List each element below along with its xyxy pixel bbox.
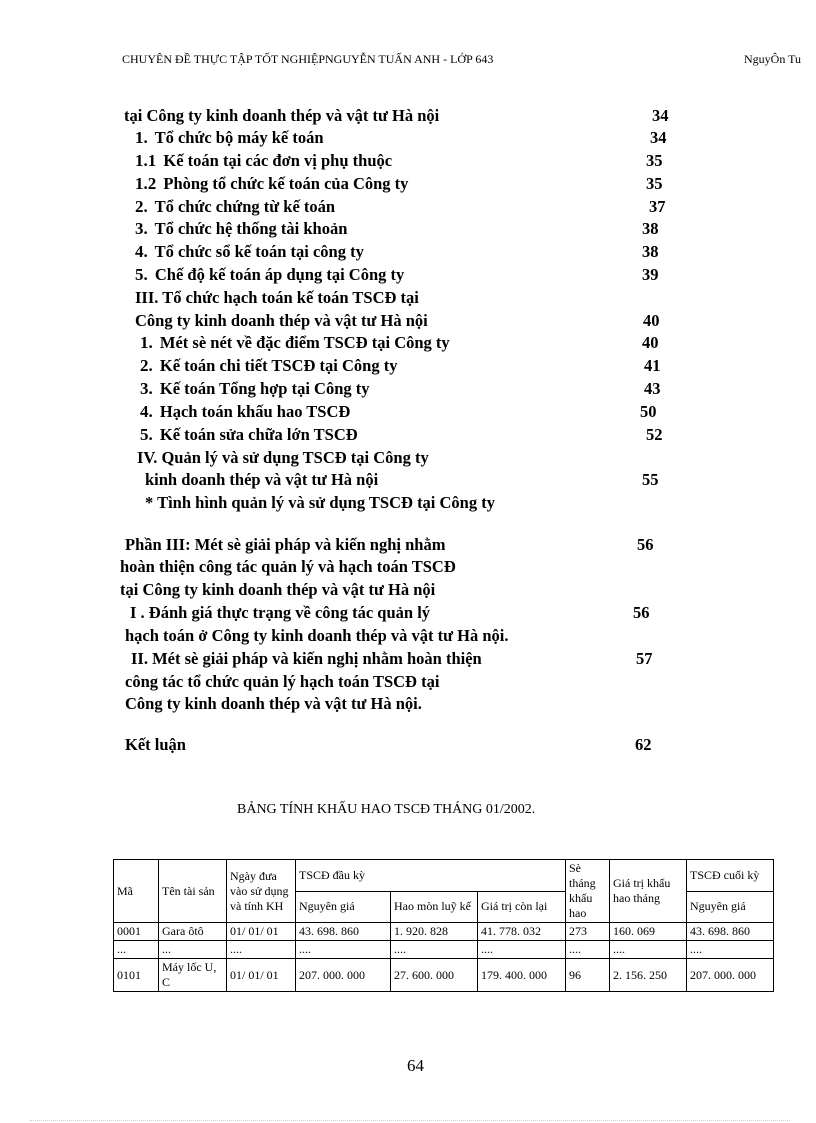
toc-entry-text: Công ty kinh doanh thép và vật tư Hà nội	[135, 311, 428, 330]
toc-entry-text: Công ty kinh doanh thép và vật tư Hà nội.	[125, 694, 422, 713]
toc-entry	[120, 557, 456, 577]
toc-entry-text: Kế toán chi tiết TSCĐ tại Công ty	[159, 356, 398, 375]
toc-entry-text: tại Công ty kinh doanh thép và vật tư Hà nội	[124, 106, 440, 125]
toc-entry-number: 4.	[135, 242, 148, 261]
cell-ma: ...	[114, 941, 159, 959]
cell-ngay: 01/ 01/ 01	[227, 959, 296, 992]
col-header-ngay: Ngày đưa vào sử dụng và tính KH	[227, 860, 296, 923]
toc-entry	[140, 333, 450, 353]
toc-entry-page: 38	[642, 219, 659, 238]
toc-entry-text: Mét sè nét về đặc điểm TSCĐ tại Công ty	[159, 333, 450, 352]
toc-entry-text: hoàn thiện công tác quản lý và hạch toán TSCĐ	[120, 557, 456, 576]
toc-entry-text: I . Đánh giá thực trạng về công tác quản lý	[130, 603, 431, 622]
toc-entry	[125, 626, 509, 646]
toc-entry-number: 3.	[140, 379, 153, 398]
toc-entry	[130, 603, 430, 623]
cell-nguyen-gia-ck: 207. 000. 000	[687, 959, 774, 992]
toc-entry	[135, 288, 419, 308]
cell-gia-tri-kh: 160. 069	[610, 923, 687, 941]
toc-entry-page: 62	[635, 735, 652, 754]
toc-entry-page: 39	[642, 265, 659, 284]
cell-gia-tri-con: 41. 778. 032	[478, 923, 566, 941]
cell-nguyen-gia: 43. 698. 860	[296, 923, 391, 941]
cell-ten: ...	[159, 941, 227, 959]
toc-entry	[135, 311, 428, 331]
header-left: CHUYÊN ĐỀ THỰC TẬP TỐT NGHIỆPNGUYỄN TUẤN ANH - LỚP 643	[122, 52, 494, 66]
header-right: NguyÔn Tu	[744, 52, 802, 66]
page-bottom-divider	[30, 1120, 790, 1121]
toc-entry-number: 2.	[135, 197, 148, 216]
toc-entry	[137, 448, 429, 468]
toc-entry	[140, 356, 397, 376]
cell-ma: 0001	[114, 923, 159, 941]
cell-gia-tri-kh: 2. 156. 250	[610, 959, 687, 992]
toc-entry-page: 35	[646, 174, 663, 193]
toc-entry-text: Kế toán tại các đơn vị phụ thuộc	[163, 151, 393, 170]
toc-entry-text: công tác tổ chức quản lý hạch toán TSCĐ tại	[125, 672, 440, 691]
col-header-nguyen-gia-ck: Nguyên giá	[687, 891, 774, 923]
toc-entry-text: Kết luận	[125, 735, 186, 754]
toc-entry-number: 1.	[140, 333, 153, 352]
cell-so-thang: 273	[566, 923, 610, 941]
toc-entry-number: 4.	[140, 402, 153, 421]
cell-ngay: ....	[227, 941, 296, 959]
toc-entry-text: Phần III: Mét sè giải pháp và kiến nghị nhằm	[125, 535, 446, 554]
col-header-ma: Mã	[114, 860, 159, 923]
cell-gia-tri-con: 179. 400. 000	[478, 959, 566, 992]
toc-entry-page: 34	[650, 128, 667, 147]
toc-entry	[140, 425, 358, 445]
toc-entry-page: 35	[646, 151, 663, 170]
col-header-so-thang: Sè tháng khấu hao	[566, 860, 610, 923]
toc-entry-page: 34	[652, 106, 669, 125]
toc-entry	[135, 242, 364, 262]
table-title: BẢNG TÍNH KHẤU HAO TSCĐ THÁNG 01/2002.	[237, 802, 536, 817]
toc-entry	[145, 470, 378, 490]
toc-entry	[120, 580, 435, 600]
toc-entry-number: 5.	[140, 425, 153, 444]
table-header-row	[114, 860, 774, 892]
toc-entry	[125, 535, 445, 555]
cell-so-thang: 96	[566, 959, 610, 992]
toc-entry-page: 43	[644, 379, 661, 398]
cell-so-thang: ....	[566, 941, 610, 959]
cell-ten: Gara ôtô	[159, 923, 227, 941]
toc-entry-page: 55	[642, 470, 659, 489]
cell-ma: 0101	[114, 959, 159, 992]
toc-entry	[135, 151, 392, 171]
toc-entry	[135, 174, 408, 194]
toc-entry-page: 38	[642, 242, 659, 261]
toc-entry	[125, 735, 186, 755]
toc-entry-text: tại Công ty kinh doanh thép và vật tư Hà nội	[120, 580, 436, 599]
toc-entry-number: 2.	[140, 356, 153, 375]
toc-entry-page: 56	[633, 603, 650, 622]
toc-entry	[131, 649, 482, 669]
col-header-hao-mon: Hao mòn luỹ kế	[391, 891, 478, 923]
page-number: 64	[407, 1056, 424, 1075]
toc-entry-text: Phòng tổ chức kế toán của Công ty	[163, 174, 409, 193]
toc-entry-text: Kế toán sửa chữa lớn TSCĐ	[159, 425, 358, 444]
cell-ten: Máy lốc U, C	[159, 959, 227, 992]
col-header-nguyen-gia: Nguyên giá	[296, 891, 391, 923]
toc-entry-text: kinh doanh thép và vật tư Hà nội	[145, 470, 379, 489]
table-row	[114, 941, 774, 959]
toc-entry-number: 3.	[135, 219, 148, 238]
toc-entry	[135, 128, 324, 148]
cell-nguyen-gia: ....	[296, 941, 391, 959]
table-row	[114, 923, 774, 941]
toc-entry-number: 1.1	[135, 151, 157, 170]
col-header-dau-ky: TSCĐ đầu kỳ	[296, 860, 566, 892]
toc-entry-text: II. Mét sè giải pháp và kiến nghị nhằm hoàn thiện	[131, 649, 482, 668]
toc-entry-page: 40	[642, 333, 659, 352]
toc-entry	[135, 219, 347, 239]
toc-entry-page: 40	[643, 311, 660, 330]
cell-gia-tri-con: ....	[478, 941, 566, 959]
cell-hao-mon: 27. 600. 000	[391, 959, 478, 992]
toc-entry	[125, 672, 439, 692]
toc-entry-text: hạch toán ở Công ty kinh doanh thép và vật tư Hà nội.	[125, 626, 509, 645]
toc-entry	[140, 379, 370, 399]
toc-entry	[145, 493, 495, 513]
col-header-gia-tri-kh: Giá trị khấu hao tháng	[610, 860, 687, 923]
toc-entry	[140, 402, 350, 422]
cell-hao-mon: 1. 920. 828	[391, 923, 478, 941]
cell-ngay: 01/ 01/ 01	[227, 923, 296, 941]
col-header-cuoi-ky: TSCĐ cuối kỳ	[687, 860, 774, 892]
cell-nguyen-gia-ck: 43. 698. 860	[687, 923, 774, 941]
toc-entry-page: 41	[644, 356, 661, 375]
toc-entry-text: Chế độ kế toán áp dụng tại Công ty	[154, 265, 405, 284]
toc-entry-text: Hạch toán khấu hao TSCĐ	[159, 402, 351, 421]
cell-nguyen-gia-ck: ....	[687, 941, 774, 959]
toc-entry-number: 1.2	[135, 174, 157, 193]
toc-entry-page: 50	[640, 402, 657, 421]
cell-gia-tri-kh: ....	[610, 941, 687, 959]
toc-entry	[135, 197, 335, 217]
cell-hao-mon: ....	[391, 941, 478, 959]
col-header-ten: Tên tài sản	[159, 860, 227, 923]
toc-entry-text: III. Tổ chức hạch toán kế toán TSCĐ tại	[135, 288, 419, 307]
toc-entry-page: 52	[646, 425, 663, 444]
depreciation-table	[113, 859, 774, 992]
toc-entry-page: 56	[637, 535, 654, 554]
cell-nguyen-gia: 207. 000. 000	[296, 959, 391, 992]
toc-entry	[124, 106, 439, 126]
toc-entry-text: Tổ chức chứng từ kế toán	[154, 197, 336, 216]
toc-entry-text: IV. Quản lý và sử dụng TSCĐ tại Công ty	[137, 448, 429, 467]
toc-entry-number: 5.	[135, 265, 148, 284]
col-header-gia-tri-con: Giá trị còn lại	[478, 891, 566, 923]
toc-entry-text: Tổ chức hệ thống tài khoản	[154, 219, 348, 238]
toc-entry-text: Tổ chức bộ máy kế toán	[154, 128, 324, 147]
toc-entry-text: Tổ chức sổ kế toán tại công ty	[154, 242, 364, 261]
toc-entry-text: Kế toán Tổng hợp tại Công ty	[159, 379, 370, 398]
toc-entry-page: 37	[649, 197, 666, 216]
toc-entry-page: 57	[636, 649, 653, 668]
toc-entry	[125, 694, 422, 714]
table-row	[114, 959, 774, 992]
toc-entry	[135, 265, 404, 285]
toc-entry-number: 1.	[135, 128, 148, 147]
toc-entry-text: * Tình hình quản lý và sử dụng TSCĐ tại Công ty	[145, 493, 495, 512]
